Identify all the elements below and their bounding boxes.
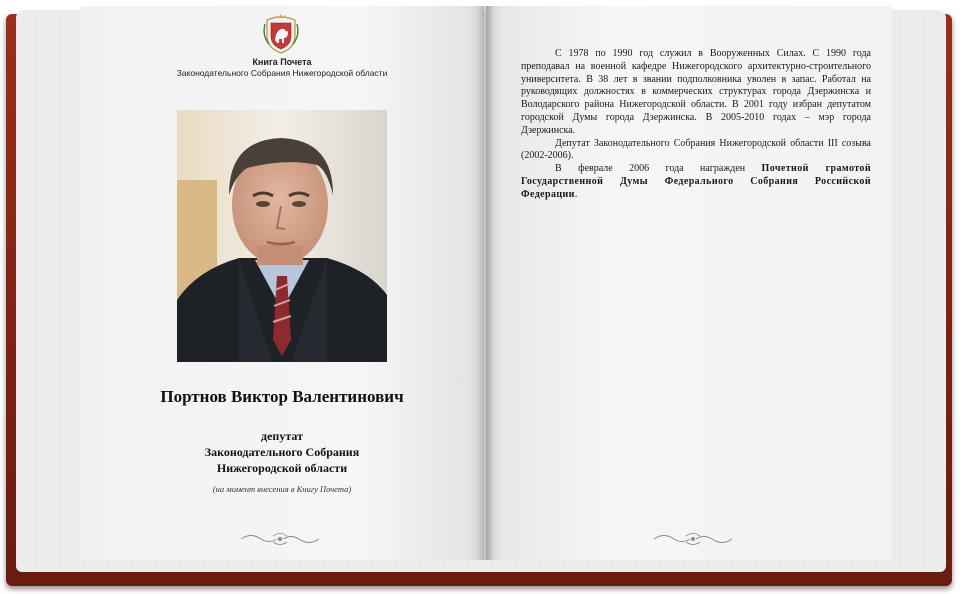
award-paragraph — [521, 163, 871, 201]
portrait-photo — [177, 110, 387, 362]
ornament-right-icon — [652, 532, 734, 546]
position-line: депутат — [261, 429, 303, 443]
position-line: Законодательного Собрания — [204, 445, 360, 459]
award-prefix: В феврале 2006 года награжден — [555, 163, 762, 175]
person-position — [80, 428, 484, 476]
position-line: Нижегородской области — [216, 461, 348, 475]
ornament-left-icon — [239, 532, 321, 546]
biography-text — [521, 48, 871, 202]
coat-of-arms-icon — [263, 14, 299, 54]
book-spine — [478, 6, 494, 560]
book-subtitle: Законодательного Собрания Нижегородской области — [176, 68, 388, 78]
inclusion-note: (на момент внесения в Книгу Почета) — [212, 484, 352, 494]
biography-paragraph: С 1978 по 1990 год служил в Вооруженных Силах. С 1990 года преподавал на военной кафедре Нижегородского архитектурно-строительного университета. В 38 лет в звании подполковника уволен в запас. Работал на руководящих должностях в коммерческих структурах города Дзержинска и Володарского района Нижегородской области. В 2001 году избран депутатом городской Думы города Дзержинска. В 2005-2010 годах – мэр города Дзержинска. — [521, 48, 871, 136]
award-suffix: . — [574, 188, 578, 200]
award-name: Почетной грамотой Государственной Думы Федерального Собрания Российской Федерации — [521, 163, 871, 200]
biography-paragraph: Депутат Законодательного Собрания Нижегородской области III созыва (2002-2006). — [521, 137, 871, 162]
person-name: Портнов Виктор Валентинович — [160, 387, 404, 406]
book-title: Книга Почета — [252, 57, 312, 67]
